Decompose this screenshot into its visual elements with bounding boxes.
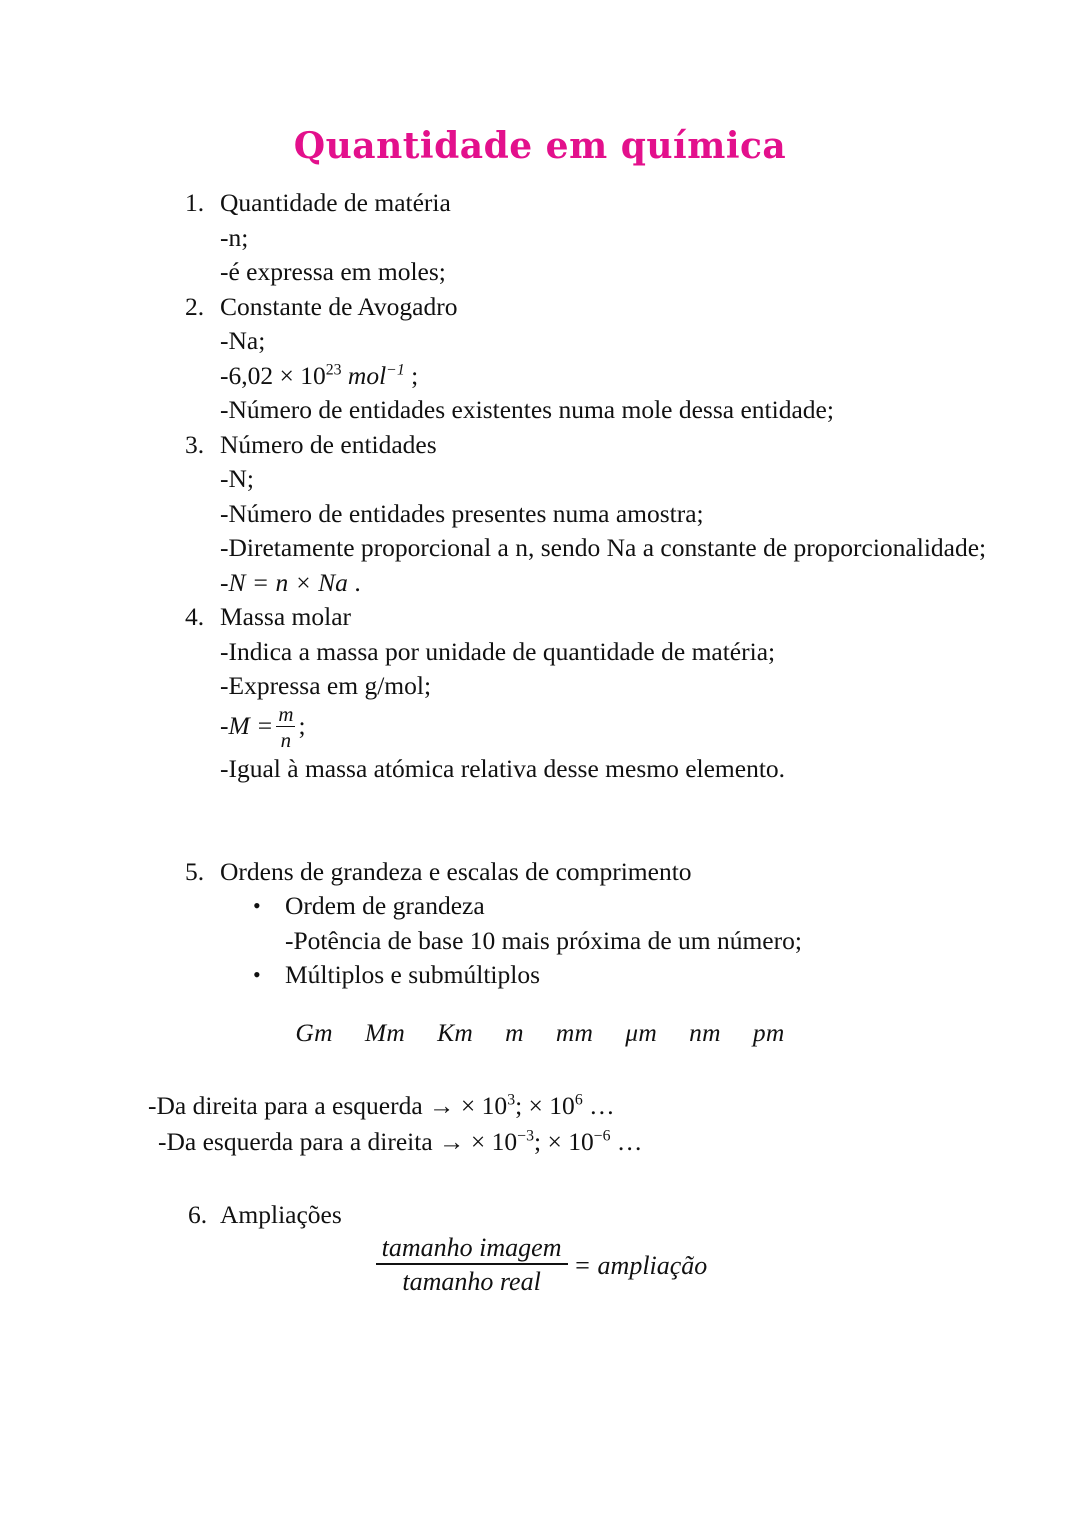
unit-m: m <box>505 1018 524 1047</box>
list-item-3 <box>0 428 1080 601</box>
list-detail-4-3: -Igual à massa atómica relativa desse mesmo elemento. <box>220 754 786 784</box>
formula-n-suffix: . <box>354 567 361 597</box>
section-spacer <box>0 787 1080 855</box>
bullet-item-ordem-de-grandeza <box>220 889 1080 958</box>
conversion-right-to-left <box>0 1088 1080 1124</box>
page-title: Quantidade em química <box>293 125 787 167</box>
list-heading-5: Ordens de grandeza e escalas de comprimento <box>220 856 692 886</box>
list-heading-4: Massa molar <box>220 602 352 631</box>
conv-ltr-tail: … <box>610 1127 643 1156</box>
conversion-left-to-right <box>0 1124 1080 1160</box>
formula-m-suffix: ; <box>298 710 306 740</box>
ampliacao-numerator: tamanho imagem <box>381 1233 562 1262</box>
document-body <box>0 186 1080 993</box>
formula-number-entities <box>220 566 1080 601</box>
formula-m-lhs: M = <box>228 710 274 740</box>
list-detail-3-2: -Número de entidades presentes numa amostra; <box>220 498 704 528</box>
fraction-tamanho <box>376 1234 568 1297</box>
list-item-4 <box>0 600 1080 787</box>
list-number-3: 3. <box>185 429 205 459</box>
formula-n-expression: N = n × Na <box>228 567 348 597</box>
bullet-item-multiplos <box>220 958 1080 993</box>
list-number-1: 1. <box>185 188 205 217</box>
ampliacao-equals-tail: = ampliação <box>573 1251 708 1281</box>
formula-ampliacao <box>0 1234 1080 1297</box>
bullet-label-1: Ordem de grandeza <box>285 891 485 921</box>
unit-km: Km <box>437 1018 474 1047</box>
fraction-bar <box>376 1263 568 1265</box>
formula-molar-mass <box>220 701 1080 753</box>
conversion-rules <box>0 1088 1080 1160</box>
unit-mm-mega: Mm <box>364 1018 406 1047</box>
bullet-label-2: Múltiplos e submúltiplos <box>285 960 541 990</box>
conv-rtl-mid: ; × 10 <box>515 1091 575 1120</box>
unit-nm: nm <box>689 1018 721 1047</box>
conv-ltr-mid: ; × 10 <box>534 1127 594 1156</box>
conv-rtl-exp2: 6 <box>574 1091 583 1109</box>
list-item-6-row <box>0 1198 1080 1233</box>
list-detail-3-1: -N; <box>220 464 254 493</box>
list-detail-2-1: -Na; <box>220 326 266 355</box>
fraction-numerator: m <box>278 701 294 726</box>
fraction-denominator: n <box>280 728 292 753</box>
list-number-4: 4. <box>185 602 205 631</box>
list-detail-4-2: -Expressa em g/mol; <box>220 671 432 700</box>
list-item-2 <box>0 290 1080 428</box>
conv-rtl-text: -Da direita para a esquerda → × 10 <box>148 1091 508 1120</box>
list-heading-2: Constante de Avogadro <box>220 291 458 321</box>
list-item-1 <box>0 186 1080 290</box>
bullet-detail-1-1: -Potência de base 10 mais próxima de um número; <box>285 925 802 955</box>
conv-rtl-tail: … <box>582 1091 615 1120</box>
bullet-dot-icon: • <box>253 962 261 988</box>
list-detail-3-3: -Diretamente proporcional a n, sendo Na a constante de proporcionalidade; <box>220 533 987 562</box>
list-heading-1: Quantidade de matéria <box>220 188 451 217</box>
avogadro-suffix: ; <box>411 360 419 390</box>
list-detail-1-1: -n; <box>220 222 249 252</box>
bullet-list <box>220 889 1080 993</box>
avogadro-unit-exponent: −1 <box>386 361 405 378</box>
conv-rtl-exp1: 3 <box>507 1091 516 1109</box>
conv-ltr-exp2: −6 <box>593 1127 611 1145</box>
unit-pm: pm <box>752 1018 785 1047</box>
avogadro-unit: mol <box>347 360 387 390</box>
conv-ltr-exp1: −3 <box>517 1127 534 1145</box>
list-detail-2-2: -Número de entidades existentes numa mole dessa entidade; <box>220 395 834 424</box>
ampliacao-denominator: tamanho real <box>402 1267 541 1297</box>
avogadro-prefix: -6,02 × 10 <box>220 360 326 390</box>
list-item-5 <box>0 855 1080 993</box>
unit-gm: Gm <box>295 1018 333 1047</box>
list-heading-6: Ampliações <box>220 1200 342 1229</box>
list-heading-3: Número de entidades <box>220 429 437 459</box>
unit-prefix-scale <box>0 1018 1080 1048</box>
formula-n-dash: - <box>220 567 229 597</box>
conv-ltr-text: -Da esquerda para a direita → × 10 <box>158 1127 518 1156</box>
formula-avogadro-constant <box>220 359 1080 394</box>
list-number-2: 2. <box>185 291 205 321</box>
list-number-6: 6. <box>188 1200 208 1229</box>
unit-mm-milli: mm <box>555 1018 594 1047</box>
formula-m-dash: - <box>220 710 229 740</box>
list-number-5: 5. <box>185 856 205 886</box>
numbered-list <box>0 186 1080 993</box>
list-item-6 <box>0 1198 1080 1297</box>
bullet-dot-icon: • <box>253 893 261 919</box>
fraction-m-over-n <box>276 701 295 753</box>
list-detail-1-2: -é expressa em moles; <box>220 257 446 286</box>
unit-um: μm <box>625 1018 658 1047</box>
fraction-bar <box>276 726 295 727</box>
list-detail-4-1: -Indica a massa por unidade de quantidade de matéria; <box>220 636 776 666</box>
avogadro-exponent: 23 <box>325 361 342 378</box>
